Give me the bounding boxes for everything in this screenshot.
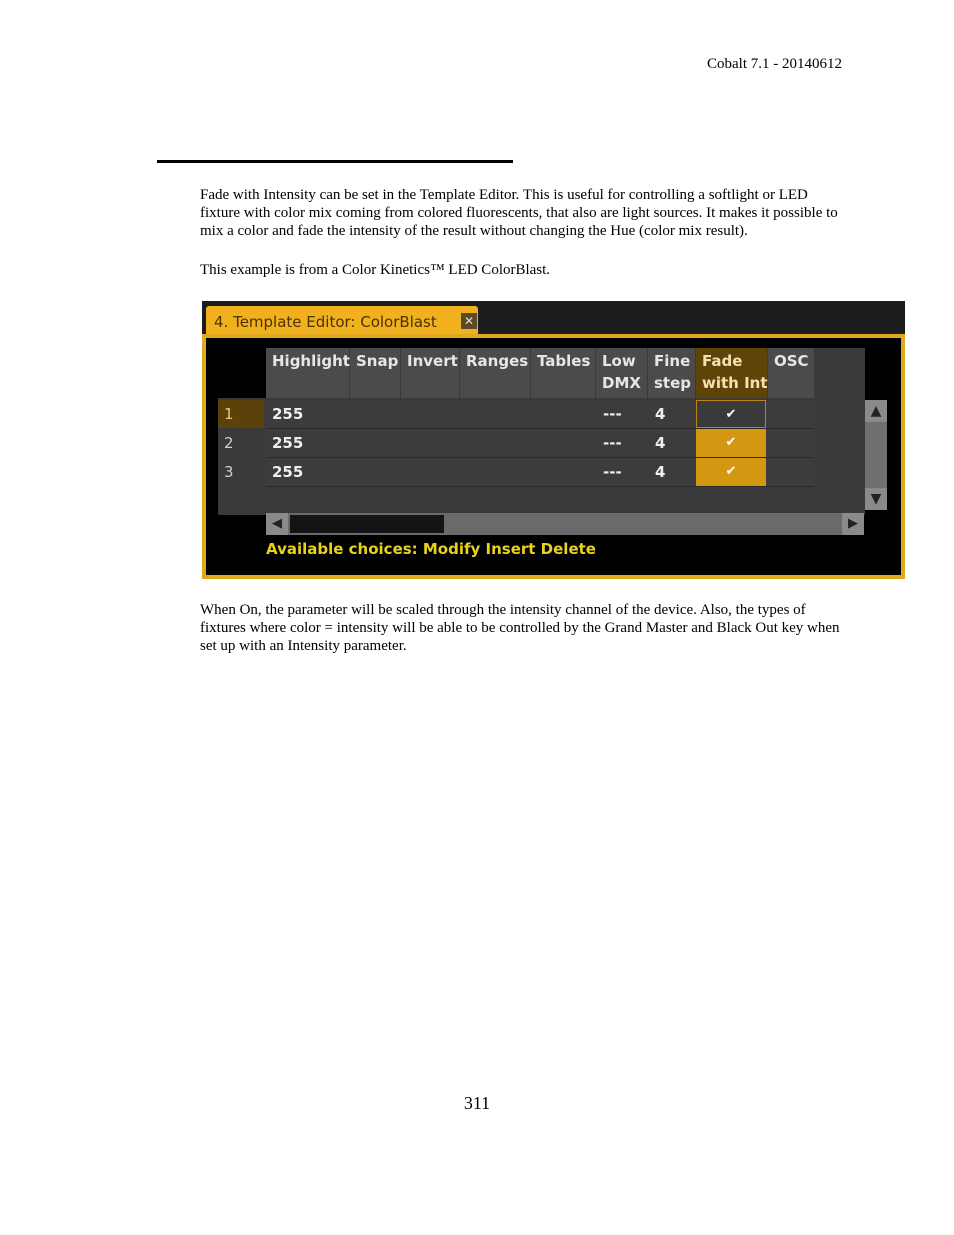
scroll-left-icon[interactable]: ◀: [266, 513, 288, 535]
close-icon[interactable]: ✕: [461, 313, 477, 329]
cell-fine-step[interactable]: 4: [655, 463, 666, 481]
column-label: Fade: [702, 352, 743, 370]
cell-low-dmx[interactable]: ---: [603, 463, 622, 481]
column-label: Invert: [407, 352, 458, 370]
parameter-table: [218, 348, 882, 531]
column-header-highlight[interactable]: [266, 348, 349, 398]
section-rule: [157, 160, 513, 163]
column-label: Snap: [356, 352, 399, 370]
fade-checkbox[interactable]: ✔: [696, 429, 766, 457]
cell-low-dmx[interactable]: ---: [603, 405, 622, 423]
column-header-tables[interactable]: [531, 348, 595, 398]
document-version: Cobalt 7.1 - 20140612: [707, 56, 842, 72]
scroll-up-icon[interactable]: ▲: [865, 400, 887, 422]
column-header-low-dmx[interactable]: [596, 348, 647, 398]
cell-fine-step[interactable]: 4: [655, 434, 666, 452]
column-header-fine-step[interactable]: [648, 348, 695, 398]
row-number[interactable]: 3: [224, 463, 234, 481]
paragraph-intro: Fade with Intensity can be set in the Template Editor. This is useful for controlling a softlight or LED fixture with color mix coming from colored fluorescents, that also are light sources. It makes it possible to mix a color and fade the intensity of the result without changing the Hue (color mix result).: [200, 187, 838, 239]
column-header-snap[interactable]: [350, 348, 400, 398]
page-number: 311: [463, 1093, 491, 1113]
scroll-right-icon[interactable]: ▶: [842, 513, 864, 535]
cell-highlight[interactable]: 255: [272, 405, 304, 423]
scroll-down-icon[interactable]: ▼: [865, 488, 887, 510]
column-label: Tables: [537, 352, 591, 370]
paragraph-explanation: When On, the parameter will be scaled through the intensity channel of the device. Also, the types of fixtures where color = intensity will be able to be controlled by the Grand Master and Black Out key when set up with an Intensity parameter.: [200, 602, 840, 654]
column-label: Ranges: [466, 352, 529, 370]
cell-highlight[interactable]: 255: [272, 434, 304, 452]
table-corner: [218, 348, 266, 398]
column-label: Fine: [654, 352, 691, 370]
column-label: Highlight: [272, 352, 350, 370]
available-choices: Available choices: Modify Insert Delete: [266, 540, 596, 558]
column-label: OSC: [774, 352, 809, 370]
tab-template-editor[interactable]: [206, 306, 478, 336]
fade-checkbox[interactable]: ✔: [696, 400, 766, 428]
row-number[interactable]: 2: [224, 434, 234, 452]
column-header-fade-with-int[interactable]: [696, 348, 767, 398]
column-label: with Int: [702, 374, 768, 392]
column-label: DMX: [602, 374, 641, 392]
vertical-scrollbar[interactable]: [865, 400, 887, 510]
column-header-ranges[interactable]: [460, 348, 530, 398]
editor-frame: [202, 334, 905, 579]
column-label: Low: [602, 352, 636, 370]
scrollbar-thumb[interactable]: [290, 515, 444, 533]
template-editor-screenshot: [202, 301, 905, 579]
column-label: step: [654, 374, 692, 392]
cell-low-dmx[interactable]: ---: [603, 434, 622, 452]
tab-label: 4. Template Editor: ColorBlast: [214, 313, 437, 331]
column-header-osc[interactable]: [768, 348, 814, 398]
horizontal-scrollbar[interactable]: [266, 513, 864, 535]
window-titlebar: [202, 301, 905, 335]
row-number[interactable]: 1: [218, 400, 264, 428]
paragraph-example: This example is from a Color Kinetics™ LED ColorBlast.: [200, 262, 551, 278]
fade-checkbox[interactable]: ✔: [696, 458, 766, 486]
column-header-invert[interactable]: [401, 348, 459, 398]
cell-fine-step[interactable]: 4: [655, 405, 666, 423]
cell-highlight[interactable]: 255: [272, 463, 304, 481]
